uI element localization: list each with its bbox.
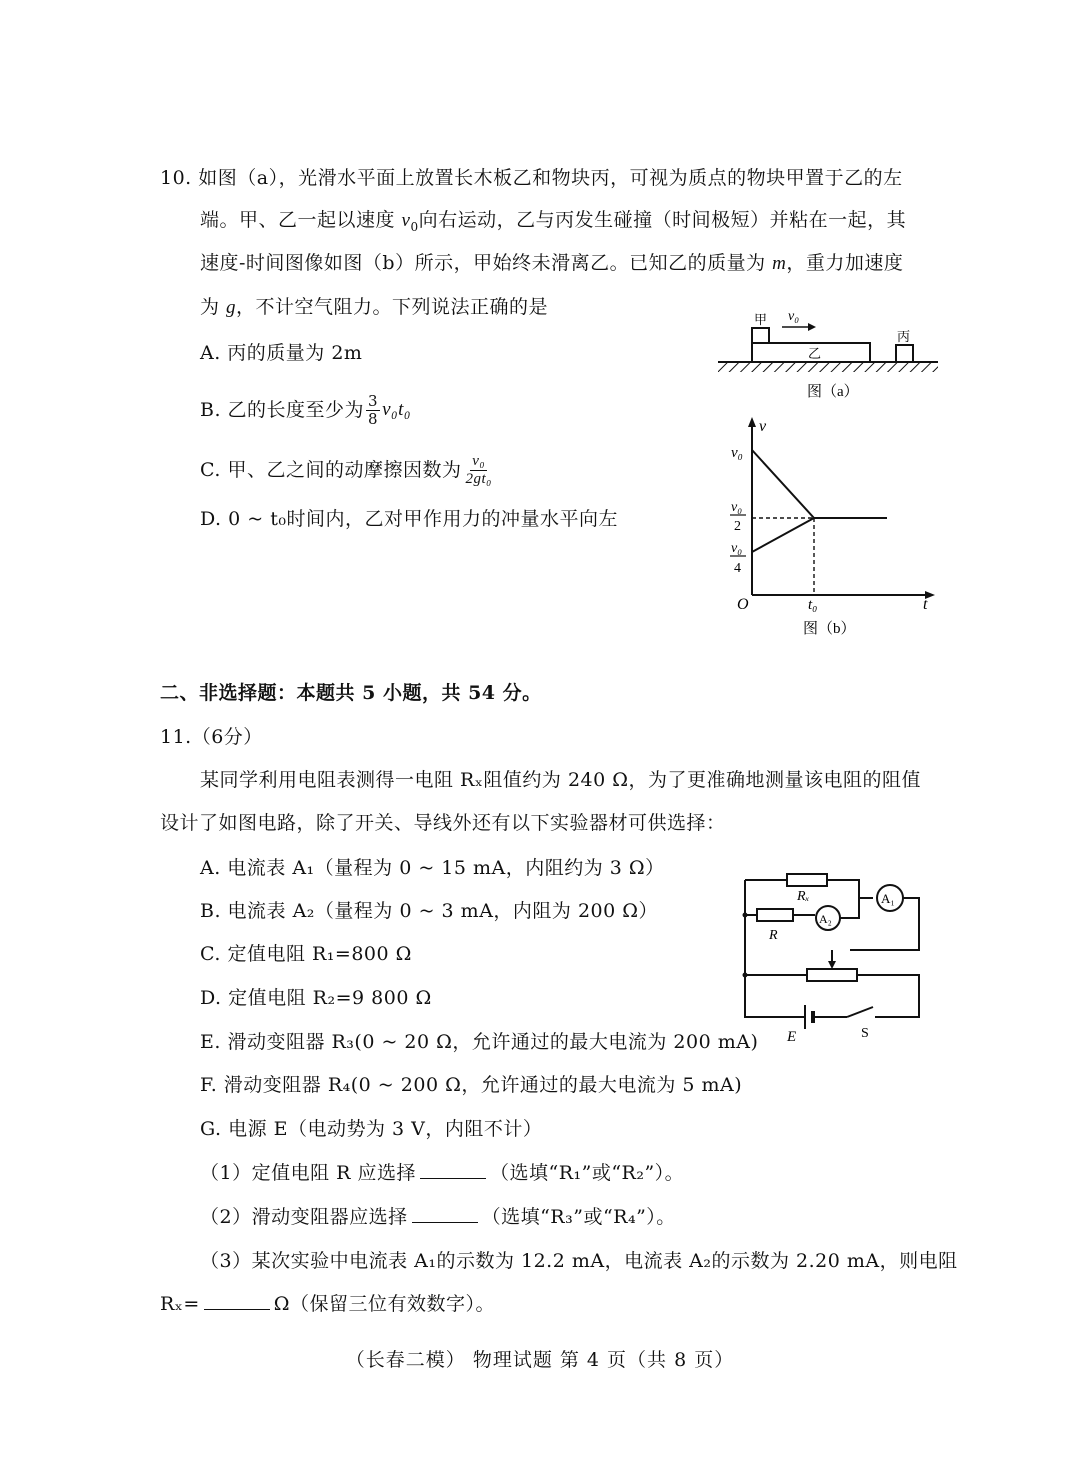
block-bing — [896, 345, 913, 362]
block-jia — [752, 328, 769, 343]
caption-a: 图（a） — [807, 384, 859, 400]
label-yi: 乙 — [808, 346, 822, 361]
switch-lever — [847, 1007, 873, 1017]
answer-blank-3[interactable] — [204, 1291, 270, 1310]
velocity-arrowhead — [808, 323, 816, 331]
q10-option-a: A. 丙的质量为 2m — [200, 342, 363, 364]
q11-sub3-cont: Rₓ= Ω（保留三位有效数字）。 — [160, 1293, 496, 1315]
wire-rheostat-right — [857, 975, 919, 1017]
ground-hatch — [718, 362, 938, 372]
quarter-tick-den: 4 — [734, 561, 741, 576]
series-jia-line — [752, 450, 887, 518]
q10-option-d: D. 0 ~ t₀时间内，乙对甲作用力的冲量水平向左 — [200, 508, 618, 530]
q11-item-b: B. 电流表 A₂（量程为 0 ~ 3 mA，内阻为 200 Ω） — [200, 900, 659, 922]
v0-tick-label: v₀ — [731, 445, 743, 461]
axis-v-label: v — [759, 418, 767, 435]
q11-heading: 11.（6分） — [160, 726, 263, 748]
circuit-diagram — [735, 865, 935, 1045]
answer-blank-2[interactable] — [412, 1204, 478, 1223]
junction-node-1 — [743, 913, 748, 918]
figure-a — [710, 300, 950, 405]
q10-line4: 为 g，不计空气阻力。下列说法正确的是 — [200, 296, 549, 318]
q11-item-f: F. 滑动变阻器 R₄(0 ~ 200 Ω，允许通过的最大电流为 5 mA) — [200, 1074, 743, 1096]
q11-sub1: （1）定值电阻 R 应选择 （选填“R₁”或“R₂”）。 — [200, 1162, 685, 1184]
fraction-3-8: $\frac{3}{8}$ — [368, 391, 379, 428]
q11-sub2: （2）滑动变阻器应选择 （选填“R₃”或“R₄”）。 — [200, 1206, 676, 1228]
wire-top-right — [827, 880, 873, 898]
figure-b — [715, 415, 945, 645]
label-jia: 甲 — [754, 312, 768, 327]
caption-b: 图（b） — [803, 621, 856, 637]
t0-tick-label: t₀ — [808, 597, 818, 613]
q11-item-g: G. 电源 E（电动势为 3 V，内阻不计） — [200, 1118, 543, 1140]
q10-line3: 速度-时间图像如图（b）所示，甲始终未滑离乙。已知乙的质量为 m，重力加速度 — [200, 252, 904, 274]
section-2-heading: 二、非选择题：本题共 5 小题，共 54 分。 — [160, 682, 542, 704]
q11-item-e: E. 滑动变阻器 R₃(0 ~ 20 Ω，允许通过的最大电流为 200 mA) — [200, 1031, 759, 1053]
rheostat — [807, 969, 857, 981]
label-s: S — [861, 1026, 869, 1041]
half-tick-den: 2 — [734, 519, 741, 534]
label-e: E — [787, 1029, 797, 1045]
q11-para1: 某同学利用电阻表测得一电阻 Rₓ阻值约为 240 Ω，为了更准确地测量该电阻的阻值 — [200, 769, 921, 791]
origin-label: O — [737, 596, 749, 613]
label-v0: v₀ — [788, 309, 800, 324]
resistor-r — [757, 909, 793, 921]
label-a2: A₂ — [819, 912, 832, 926]
q11-para2: 设计了如图电路，除了开关、导线外还有以下实验器材可供选择： — [160, 812, 726, 834]
label-bing: 丙 — [897, 329, 911, 344]
slider-arrowhead — [828, 961, 836, 969]
answer-blank-1[interactable] — [420, 1160, 486, 1179]
label-rx: Rₓ — [797, 889, 810, 904]
q10-option-c: C. 甲、乙之间的动摩擦因数为 $\frac{\text{v₀}}{\text{2gt₀}}$ — [200, 452, 492, 487]
half-tick-num: v₀ — [731, 500, 743, 515]
label-r: R — [769, 928, 778, 943]
label-a1: A₁ — [881, 891, 895, 906]
junction-node-2 — [743, 973, 748, 978]
wire-a2-right — [840, 898, 859, 918]
q10-line2: 端。甲、乙一起以速度 $v_0$向右运动，乙与丙发生碰撞（时间极短）并粘在一起，其 — [200, 209, 907, 234]
page-footer: （长春二模） 物理试题 第 4 页（共 8 页） — [345, 1349, 735, 1371]
q11-item-a: A. 电流表 A₁（量程为 0 ~ 15 mA，内阻约为 3 Ω） — [200, 857, 665, 879]
q11-item-d: D. 定值电阻 R₂=9 800 Ω — [200, 987, 432, 1009]
v-axis-arrowhead — [748, 417, 756, 427]
series-yi-line — [752, 518, 887, 552]
q11-item-c: C. 定值电阻 R₁=800 Ω — [200, 943, 412, 965]
fraction-v0-2gt0: $\frac{\text{v₀}}{\text{2gt₀}}$ — [465, 452, 492, 487]
wire-bottom-left — [745, 975, 805, 1017]
quarter-tick-num: v₀ — [731, 541, 743, 556]
axis-t-label: t — [923, 596, 928, 613]
q10-option-b: B. 乙的长度至少为 $\frac{3}{8}$ v₀t₀ — [200, 391, 412, 428]
q10-line1: 10. 如图（a），光滑水平面上放置长木板乙和物块丙，可视为质点的物块甲置于乙的左 — [160, 167, 903, 189]
q11-sub3: （3）某次实验中电流表 A₁的示数为 12.2 mA，电流表 A₂的示数为 2.20 mA，则电阻 — [200, 1250, 958, 1272]
resistor-rx — [787, 874, 827, 886]
